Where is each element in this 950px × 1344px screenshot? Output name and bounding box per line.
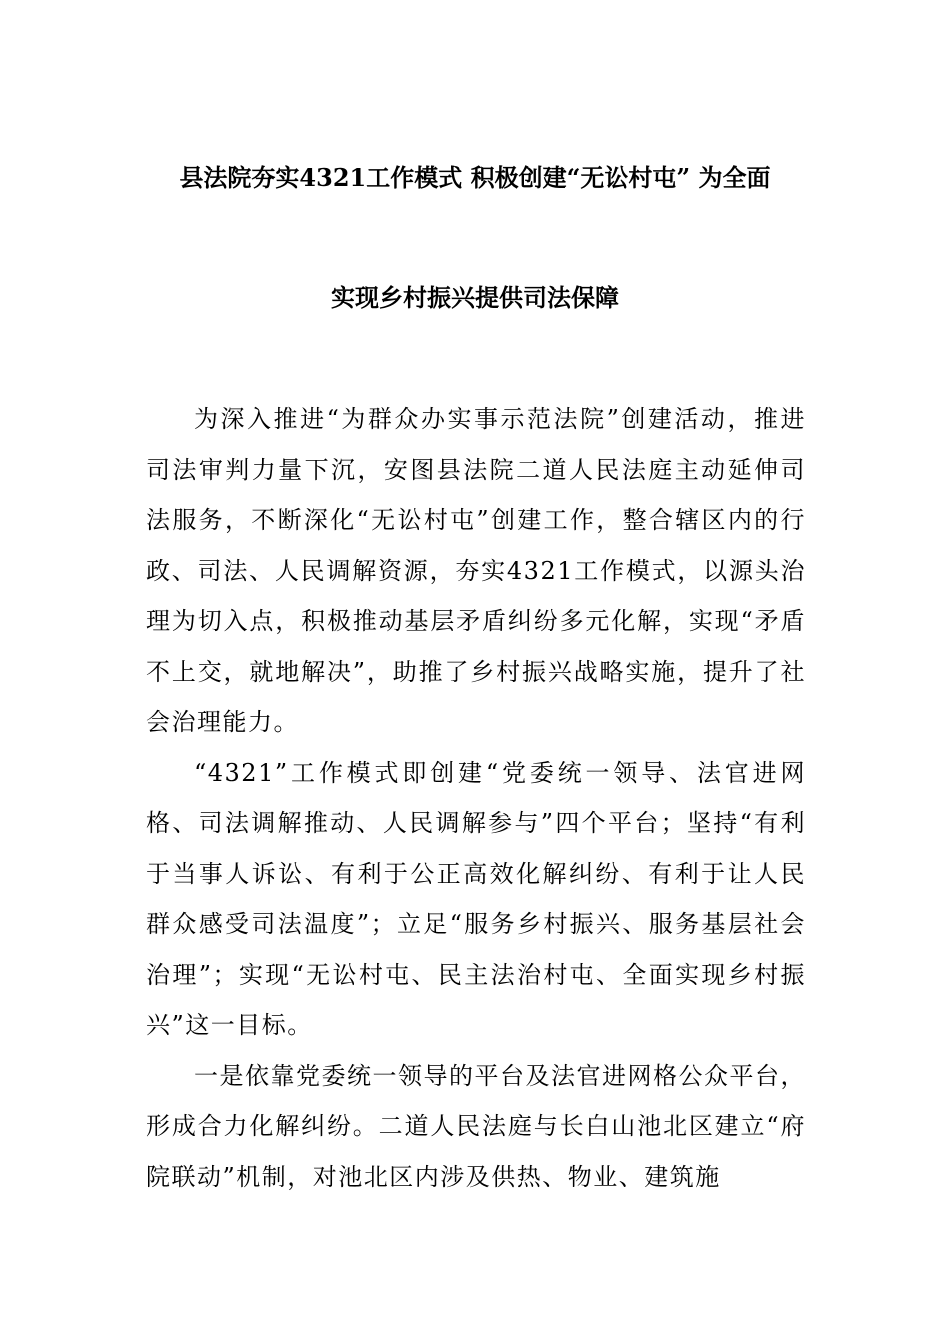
- document-title-line-2: 实现乡村振兴提供司法保障: [331, 283, 619, 312]
- paragraph-3: 一是依靠党委统一领导的平台及法官进网格公众平台，形成合力化解纠纷。二道人民法庭与长白山池北区建立“府院联动”机制，对池北区内涉及供热、物业、建筑施: [146, 1061, 806, 1191]
- document-body: [146, 394, 806, 1202]
- paragraph-2: “4321”工作模式即创建“党委统一领导、法官进网格、司法调解推动、人民调解参与”四个平台；坚持“有利于当事人诉讼、有利于公正高效化解纠纷、有利于让人民群众感受司法温度”；立足“服务乡村振兴、服务基层社会治理”；实现“无讼村屯、民主法治村屯、全面实现乡村振兴”这一目标。: [146, 758, 806, 1039]
- document-title-line-1: 县法院夯实4321工作模式 积极创建“无讼村屯” 为全面: [179, 163, 771, 192]
- paragraph-1: 为深入推进“为群众办实事示范法院”创建活动，推进司法审判力量下沉，安图县法院二道人民法庭主动延伸司法服务，不断深化“无讼村屯”创建工作，整合辖区内的行政、司法、人民调解资源，夯实4321工作模式，以源头治理为切入点，积极推动基层矛盾纠纷多元化解，实现“矛盾不上交，就地解决”，助推了乡村振兴战略实施，提升了社会治理能力。: [146, 405, 806, 736]
